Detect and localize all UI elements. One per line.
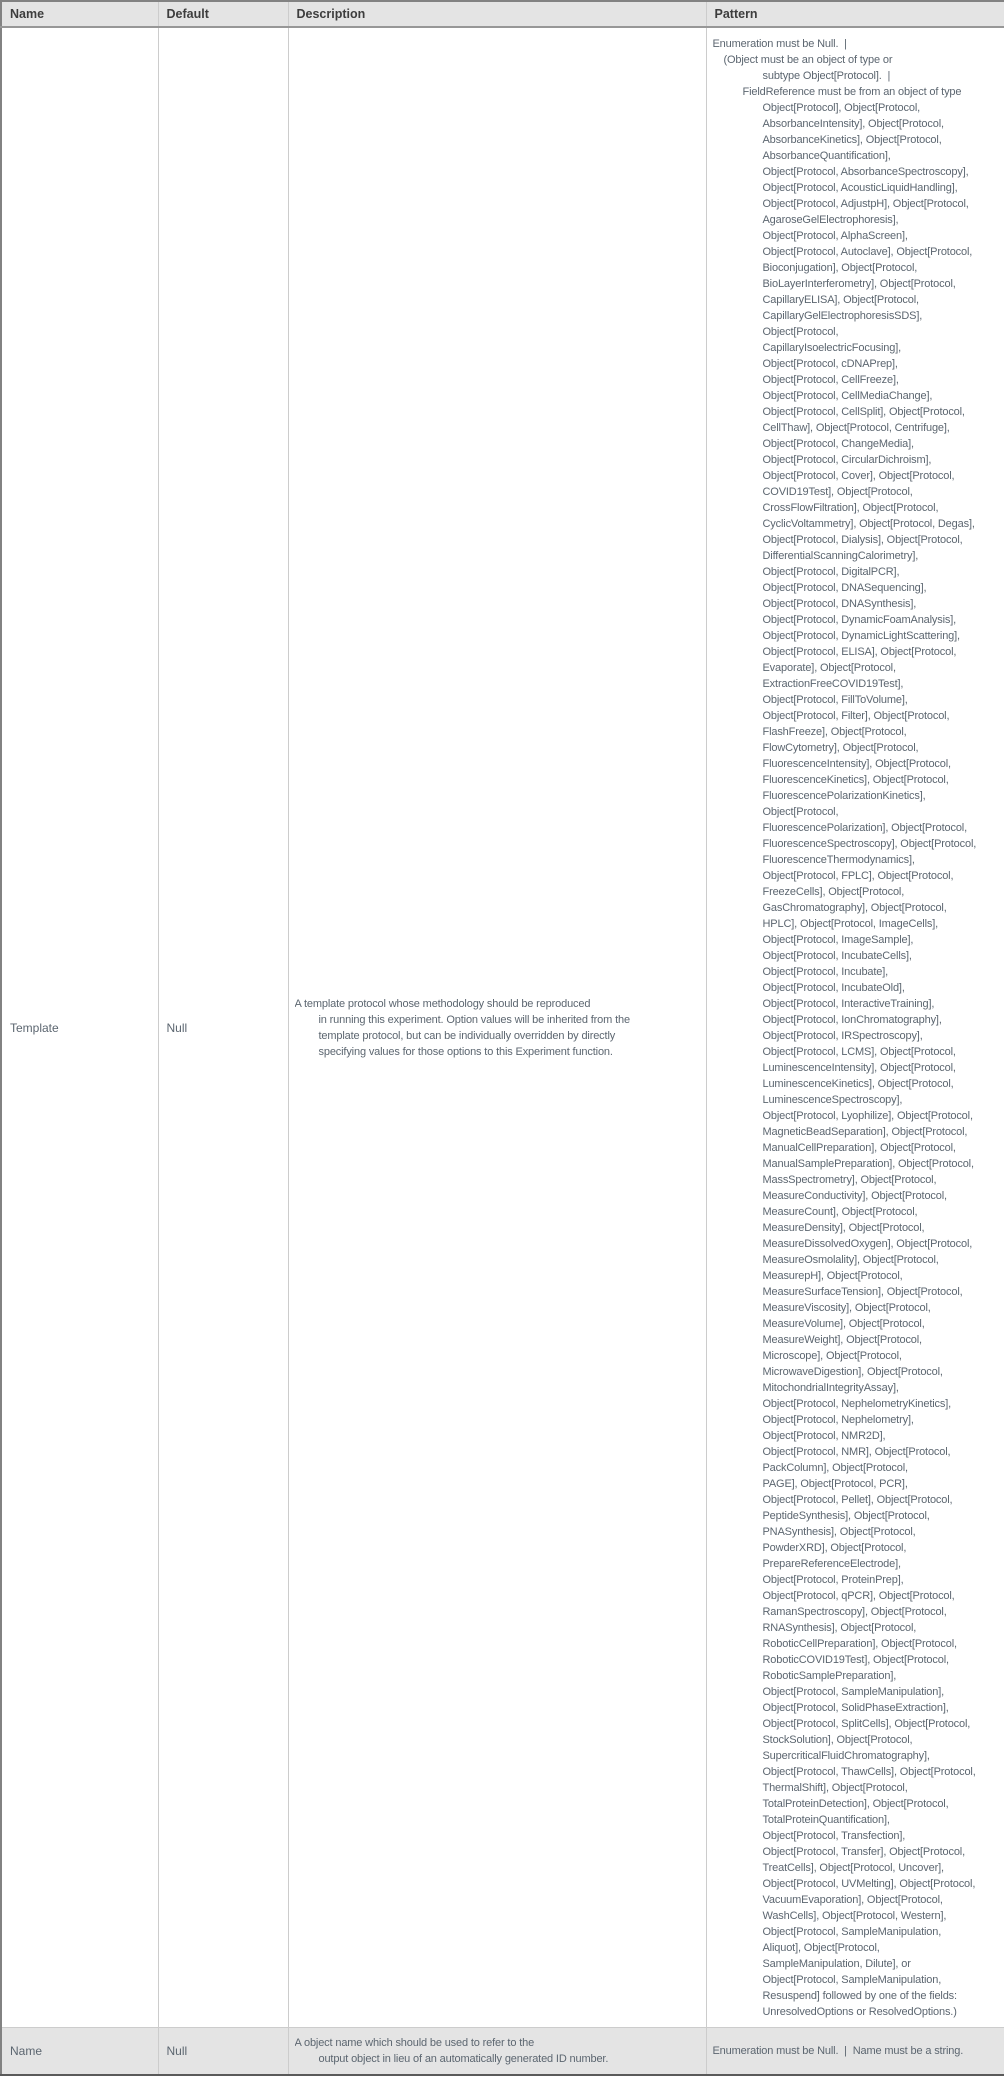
text-line: Object[Protocol, IncubateOld], [762,982,905,994]
text-line: DifferentialScanningCalorimetry], [762,550,919,562]
option-default: Null [158,2028,288,2076]
text-line: VacuumEvaporation], Object[Protocol, [762,1894,943,1906]
text-line: CellThaw], Object[Protocol, Centrifuge], [762,422,950,434]
text-line: LuminescenceKinetics], Object[Protocol, [762,1078,954,1090]
text-line: subtype Object[Protocol]. | [762,70,891,82]
text-line: FluorescenceKinetics], Object[Protocol, [762,774,949,786]
text-line: Object[Protocol, IncubateCells], [762,950,912,962]
text-line: PackColumn], Object[Protocol, [762,1462,908,1474]
option-description-cell [288,2028,706,2076]
option-pattern-cell [706,2028,1004,2076]
text-line: in running this experiment. Option values will be inherited from the [318,1013,630,1026]
text-line: Object[Protocol, SampleManipulation], [762,1686,945,1698]
text-line: LuminescenceIntensity], Object[Protocol, [762,1062,956,1074]
text-line: FluorescenceIntensity], Object[Protocol, [762,758,951,770]
text-line: specifying values for those options to this Experiment function. [318,1045,613,1058]
text-line: Object[Protocol, Nephelometry], [762,1414,914,1426]
text-line: CapillaryIsoelectricFocusing], [762,342,902,354]
text-line: Object[Protocol, SampleManipulation, [762,1926,942,1938]
text-line: Object[Protocol, DNASynthesis], [762,598,917,610]
text-line: Object[Protocol, ThawCells], Object[Protocol, [762,1766,976,1778]
text-line: GasChromatography], Object[Protocol, [762,902,947,914]
text-line: Object[Protocol, [762,326,839,338]
text-line: PeptideSynthesis], Object[Protocol, [762,1510,930,1522]
text-line: Object[Protocol, CellMediaChange], [762,390,933,402]
table-row-template [1,27,1004,2028]
text-line: Object[Protocol, Transfer], Object[Protocol, [762,1846,965,1858]
text-line: AgaroseGelElectrophoresis], [762,214,899,226]
text-line: FreezeCells], Object[Protocol, [762,886,905,898]
text-line: SampleManipulation, Dilute], or [762,1958,911,1970]
option-pattern-text [708,2037,1004,2065]
column-header-name: Name [1,1,158,27]
text-line: (Object must be an object of type or [723,54,893,66]
text-line: Object[Protocol, FillToVolume], [762,694,908,706]
text-line: Object[Protocol, IRSpectroscopy], [762,1030,923,1042]
text-line: Object[Protocol, UVMelting], Object[Protocol, [762,1878,976,1890]
text-line: Object[Protocol, [762,806,839,818]
text-line: MeasureConductivity], Object[Protocol, [762,1190,947,1202]
text-line: Object[Protocol, CellSplit], Object[Protocol, [762,406,965,418]
text-line: FluorescencePolarization], Object[Protocol, [762,822,967,834]
text-line: SupercriticalFluidChromatography], [762,1750,930,1762]
option-name: Name [1,2028,158,2076]
text-line: Object[Protocol, InteractiveTraining], [762,998,935,1010]
text-line: FluorescencePolarizationKinetics], [762,790,926,802]
option-description-text [290,2029,705,2073]
text-line: Object[Protocol, Lyophilize], Object[Protocol, [762,1110,973,1122]
text-line: MeasurepH], Object[Protocol, [762,1270,903,1282]
text-line: Object[Protocol, LCMS], Object[Protocol, [762,1046,956,1058]
text-line: Object[Protocol, ProteinPrep], [762,1574,904,1586]
text-line: CapillaryELISA], Object[Protocol, [762,294,919,306]
text-line: RoboticCOVID19Test], Object[Protocol, [762,1654,949,1666]
text-line: Resuspend] followed by one of the fields: [762,1990,957,2002]
text-line: Object[Protocol, Pellet], Object[Protocol, [762,1494,953,1506]
text-line: FluorescenceSpectroscopy], Object[Protocol, [762,838,977,850]
text-line: CrossFlowFiltration], Object[Protocol, [762,502,939,514]
text-line: AbsorbanceIntensity], Object[Protocol, [762,118,944,130]
column-header-default: Default [158,1,288,27]
text-line: AbsorbanceQuantification], [762,150,891,162]
text-line: Object[Protocol], Object[Protocol, [762,102,921,114]
text-line: Object[Protocol, AcousticLiquidHandling], [762,182,958,194]
column-header-description: Description [288,1,706,27]
text-line: A object name which should be used to refer to the [294,2037,535,2049]
text-line: Object[Protocol, SplitCells], Object[Protocol, [762,1718,971,1730]
text-line: StockSolution], Object[Protocol, [762,1734,913,1746]
text-line: Object[Protocol, CellFreeze], [762,374,899,386]
text-line: Object[Protocol, FPLC], Object[Protocol, [762,870,954,882]
text-line: Object[Protocol, IonChromatography], [762,1014,942,1026]
text-line: FieldReference must be from an object of type [742,86,962,98]
text-line: PNASynthesis], Object[Protocol, [762,1526,916,1538]
text-line: MeasureCount], Object[Protocol, [762,1206,918,1218]
text-line: CyclicVoltammetry], Object[Protocol, Degas], [762,518,975,530]
text-line: PAGE], Object[Protocol, PCR], [762,1478,908,1490]
text-line: Object[Protocol, AlphaScreen], [762,230,908,242]
text-line: TotalProteinQuantification], [762,1814,890,1826]
text-line: MitochondrialIntegrityAssay], [762,1382,899,1394]
text-line: MeasureVolume], Object[Protocol, [762,1318,925,1330]
option-default: Null [158,27,288,2028]
column-header-pattern: Pattern [706,1,1004,27]
text-line: Object[Protocol, NMR], Object[Protocol, [762,1446,951,1458]
text-line: MeasureDensity], Object[Protocol, [762,1222,925,1234]
text-line: Bioconjugation], Object[Protocol, [762,262,918,274]
text-line: UnresolvedOptions or ResolvedOptions.) [762,2006,957,2018]
text-line: Object[Protocol, ImageSample], [762,934,914,946]
option-description-text [290,990,705,1066]
text-line: MicrowaveDigestion], Object[Protocol, [762,1366,943,1378]
text-line: MeasureDissolvedOxygen], Object[Protocol, [762,1238,973,1250]
text-line: Microscope], Object[Protocol, [762,1350,902,1362]
text-line: Object[Protocol, NMR2D], [762,1430,886,1442]
text-line: Object[Protocol, qPCR], Object[Protocol, [762,1590,955,1602]
text-line: Object[Protocol, DigitalPCR], [762,566,900,578]
text-line: Evaporate], Object[Protocol, [762,662,896,674]
text-line: Object[Protocol, AbsorbanceSpectroscopy], [762,166,969,178]
text-line: Object[Protocol, Transfection], [762,1830,906,1842]
table-row-name [1,2028,1004,2076]
header-row [1,1,1004,27]
text-line: Object[Protocol, DynamicLightScattering], [762,630,960,642]
text-line: Enumeration must be Null. | [712,38,847,50]
text-line: Object[Protocol, DynamicFoamAnalysis], [762,614,957,626]
option-pattern-text [708,29,1004,2026]
text-line: PrepareReferenceElectrode], [762,1558,901,1570]
text-line: AbsorbanceKinetics], Object[Protocol, [762,134,942,146]
text-line: Enumeration must be Null. | Name must be a string. [712,2045,964,2057]
text-line: LuminescenceSpectroscopy], [762,1094,903,1106]
text-line: RamanSpectroscopy], Object[Protocol, [762,1606,947,1618]
text-line: Aliquot], Object[Protocol, [762,1942,880,1954]
text-line: template protocol, but can be individually overridden by directly [318,1029,616,1042]
text-line: ThermalShift], Object[Protocol, [762,1782,908,1794]
text-line: BioLayerInterferometry], Object[Protocol, [762,278,956,290]
text-line: COVID19Test], Object[Protocol, [762,486,913,498]
text-line: Object[Protocol, NephelometryKinetics], [762,1398,952,1410]
option-description-cell [288,27,706,2028]
text-line: ManualSamplePreparation], Object[Protocol, [762,1158,974,1170]
text-line: FlowCytometry], Object[Protocol, [762,742,919,754]
text-line: MeasureWeight], Object[Protocol, [762,1334,922,1346]
text-line: TreatCells], Object[Protocol, Uncover], [762,1862,944,1874]
text-line: MeasureViscosity], Object[Protocol, [762,1302,931,1314]
option-pattern-cell [706,27,1004,2028]
text-line: RNASynthesis], Object[Protocol, [762,1622,917,1634]
text-line: Object[Protocol, Cover], Object[Protocol, [762,470,955,482]
text-line: MassSpectrometry], Object[Protocol, [762,1174,937,1186]
text-line: PowderXRD], Object[Protocol, [762,1542,907,1554]
text-line: Object[Protocol, Autoclave], Object[Protocol, [762,246,973,258]
text-line: MeasureOsmolality], Object[Protocol, [762,1254,939,1266]
text-line: RoboticCellPreparation], Object[Protocol, [762,1638,957,1650]
text-line: Object[Protocol, Dialysis], Object[Protocol, [762,534,963,546]
text-line: ExtractionFreeCOVID19Test], [762,678,904,690]
text-line: MeasureSurfaceTension], Object[Protocol, [762,1286,963,1298]
text-line: Object[Protocol, DNASequencing], [762,582,927,594]
text-line: MagneticBeadSeparation], Object[Protocol, [762,1126,968,1138]
text-line: Object[Protocol, Incubate], [762,966,889,978]
text-line: Object[Protocol, SolidPhaseExtraction], [762,1702,949,1714]
text-line: CapillaryGelElectrophoresisSDS], [762,310,923,322]
text-line: A template protocol whose methodology should be reproduced [294,997,591,1010]
text-line: output object in lieu of an automatically generated ID number. [318,2053,609,2065]
text-line: FluorescenceThermodynamics], [762,854,915,866]
text-line: FlashFreeze], Object[Protocol, [762,726,907,738]
text-line: Object[Protocol, ELISA], Object[Protocol, [762,646,957,658]
text-line: ManualCellPreparation], Object[Protocol, [762,1142,956,1154]
text-line: Object[Protocol, SampleManipulation, [762,1974,942,1986]
text-line: Object[Protocol, cDNAPrep], [762,358,898,370]
text-line: TotalProteinDetection], Object[Protocol, [762,1798,949,1810]
text-line: Object[Protocol, Filter], Object[Protocol, [762,710,950,722]
text-line: HPLC], Object[Protocol, ImageCells], [762,918,939,930]
text-line: Object[Protocol, CircularDichroism], [762,454,932,466]
text-line: RoboticSamplePreparation], [762,1670,897,1682]
option-name: Template [1,27,158,2028]
text-line: Object[Protocol, ChangeMedia], [762,438,914,450]
text-line: WashCells], Object[Protocol, Western], [762,1910,947,1922]
text-line: Object[Protocol, AdjustpH], Object[Protocol, [762,198,969,210]
